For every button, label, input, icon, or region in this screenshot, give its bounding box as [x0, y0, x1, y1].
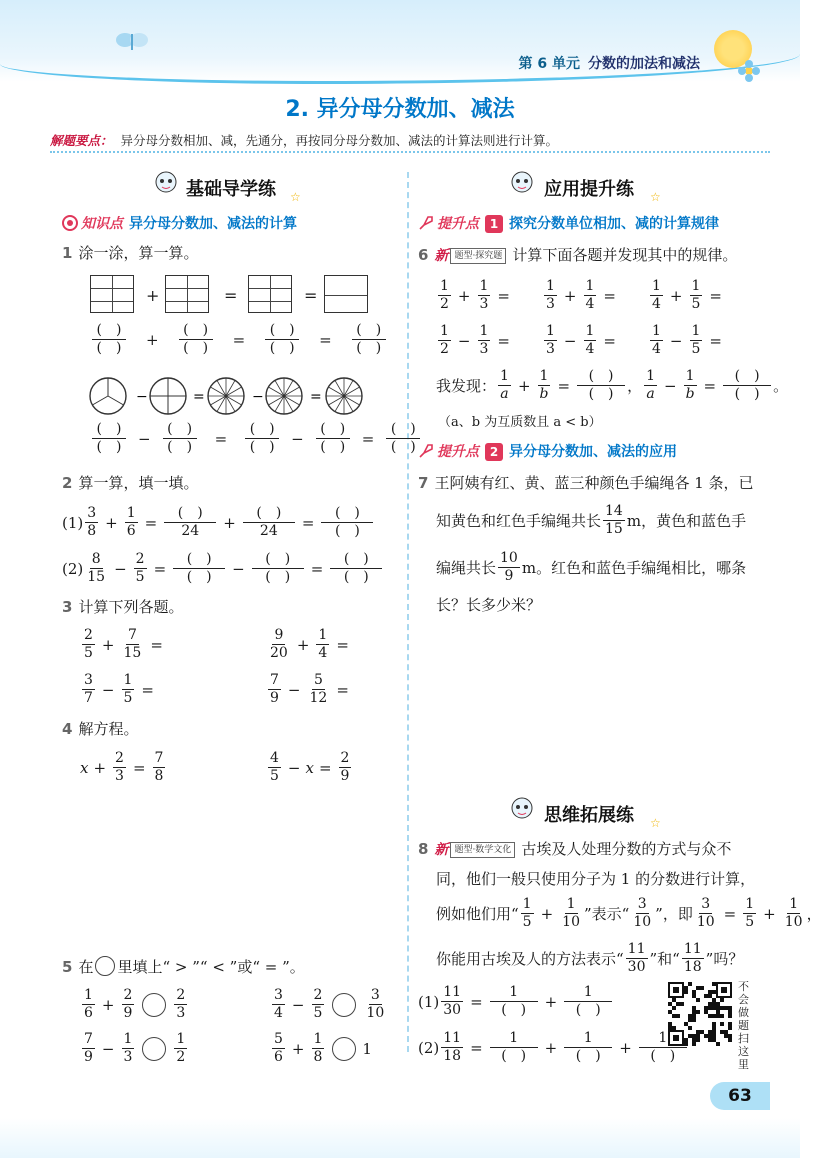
key-points-text: 异分母分数相加、减，先通分，再按同分母分数加、减法的计算法则进行计算。	[120, 133, 559, 148]
improvement-point-1	[418, 213, 719, 233]
q6-item[interactable]: $\frac{1}{3}$ + $\frac{1}{4}$ =	[546, 278, 616, 312]
blank-fraction[interactable]: $\frac{( )}{( )}$	[179, 322, 213, 357]
new-badge: 新	[434, 842, 449, 858]
compare-circle[interactable]	[332, 1037, 356, 1061]
svg-text:−: −	[136, 389, 148, 405]
question-number: 3	[62, 598, 73, 616]
star-icon: ☆	[650, 816, 661, 830]
grid-box-b[interactable]	[165, 275, 209, 313]
question-7: 7 王阿姨有红、黄、蓝三种颜色手编绳各 1 条，已	[418, 474, 754, 492]
grid-box-d[interactable]	[324, 275, 368, 313]
mascot-icon	[508, 796, 536, 826]
blank-fraction[interactable]: $\frac{( )}{( )}$	[173, 551, 225, 586]
rocket-icon	[418, 443, 434, 459]
improvement-number: 2	[485, 443, 503, 461]
circle-twelfths-b[interactable]	[266, 378, 302, 414]
knowledge-point-tag: 知识点	[81, 216, 123, 232]
improvement-tag: 提升点	[437, 216, 479, 232]
blank-fraction[interactable]: $\frac{( )}{( )}$	[330, 551, 382, 586]
q1-fraction-row-1: $\frac{( )}{( )}$ + $\frac{( )}{( )}$ = $\frac{( )}{( )}$ = $\frac{( )}{( )}$	[90, 322, 388, 357]
q8-line-3: 例如他们用“ $\frac{1}{5}$ + $\frac{1}{10}$ ”表示“ $\frac{3}{10}$ ”，即 $\frac{3}{10}$ = $\frac{1}{5}$ + $\frac{1}{10}$ ，	[436, 896, 822, 930]
question-text: 涂一涂，算一算。	[78, 244, 199, 262]
blank-fraction[interactable]: $\frac{( )}{( )}$	[321, 505, 373, 540]
question-number: 4	[62, 720, 73, 738]
improvement-point-2	[418, 441, 677, 461]
circle-twelfths-c[interactable]	[326, 378, 362, 414]
flower-icon	[738, 60, 760, 82]
column-divider	[407, 172, 409, 1052]
star-icon: ☆	[290, 190, 301, 204]
question-number: 7	[418, 474, 429, 492]
q6-item[interactable]: $\frac{1}{2}$ − $\frac{1}{3}$ =	[440, 323, 510, 357]
page-title: 2. 异分母分数加、减法	[285, 97, 515, 122]
question-text: 计算下面各题并发现其中的规律。	[512, 246, 738, 264]
blank-fraction[interactable]: $\frac{( )}{24}$	[164, 505, 216, 540]
blank-fraction[interactable]: $\frac{( )}{( )}$	[577, 368, 625, 403]
blank-fraction[interactable]: $\frac{1}{( )}$	[490, 1030, 538, 1065]
key-points	[50, 131, 770, 153]
section-title-applied: 应用提升练	[544, 179, 634, 200]
blank-fraction[interactable]: $\frac{( )}{( )}$	[245, 421, 279, 456]
compare-item: $\frac{5}{6}$ + $\frac{1}{8}$ 1	[274, 1031, 372, 1065]
blank-fraction[interactable]: $\frac{( )}{( )}$	[386, 421, 420, 456]
q7-line-3: 编绳共长 $\frac{10}{9}$ m。红色和蓝色手编绳相比，哪条	[436, 550, 747, 584]
question-1	[62, 242, 198, 264]
question-2	[62, 472, 198, 494]
q6-discovery: 我发现： $\frac{1}{a}$ + $\frac{1}{b}$ = $\frac{( )}{( )}$ ， $\frac{1}{a}$ − $\frac{1}{b}$ = $\frac{( )}{( )}$ 。	[436, 368, 789, 402]
question-type-badge: 题型·数学文化	[450, 842, 515, 858]
q3-item[interactable]: $\frac{7}{9}$ − $\frac{5}{12}$ =	[270, 672, 349, 706]
question-4	[62, 718, 138, 740]
compare-circle-example	[95, 956, 115, 976]
question-type-badge: 题型·探究题	[450, 248, 506, 264]
q3-item[interactable]: $\frac{9}{20}$ + $\frac{1}{4}$ =	[270, 627, 349, 661]
equation-2[interactable]: $\frac{4}{5}$ − x = $\frac{2}{9}$	[270, 750, 350, 784]
question-text: 计算下列各题。	[78, 598, 184, 616]
blank-fraction[interactable]: $\frac{1}{( )}$	[564, 984, 612, 1019]
question-text: 算一算，填一填。	[78, 474, 199, 492]
q7-line-4: 长？长多少米？	[436, 596, 542, 614]
blank-fraction[interactable]: $\frac{( )}{( )}$	[92, 421, 126, 456]
compare-item: $\frac{3}{4}$ − $\frac{2}{5}$ $\frac{3}{10}$	[274, 987, 385, 1021]
q8-line-2: 同，他们一般只使用分子为 1 的分数进行计算，	[436, 870, 756, 888]
mascot-icon	[152, 170, 180, 200]
question-8: 8 新 题型·数学文化 古埃及人处理分数的方式与众不	[418, 838, 731, 861]
blank-fraction[interactable]: $\frac{( )}{( )}$	[352, 322, 386, 357]
q7-line-2: 知黄色和红色手编绳共长 $\frac{14}{15}$ m，黄色和蓝色手	[436, 503, 747, 537]
qr-code-icon[interactable]	[668, 982, 732, 1046]
rocket-icon	[418, 215, 434, 231]
q3-item[interactable]: $\frac{2}{5}$ + $\frac{7}{15}$ =	[84, 627, 163, 661]
q6-item[interactable]: $\frac{1}{4}$ − $\frac{1}{5}$ =	[652, 323, 722, 357]
q8-answer-2: (2) $\frac{11}{18}$ = $\frac{1}{( )}$ + $\frac{1}{( )}$ + $\frac{1}{( )}$	[418, 1030, 689, 1065]
compare-item: $\frac{7}{9}$ − $\frac{1}{3}$ $\frac{1}{2}$	[84, 1031, 186, 1065]
unit-number: 第 6 单元	[518, 56, 580, 72]
blank-fraction[interactable]: $\frac{1}{( )}$	[564, 1030, 612, 1065]
q3-item[interactable]: $\frac{3}{7}$ − $\frac{1}{5}$ =	[84, 672, 154, 706]
svg-text:=: =	[193, 389, 205, 405]
section-title-extension: 思维拓展练	[544, 805, 634, 826]
blank-fraction[interactable]: $\frac{1}{( )}$	[639, 1030, 687, 1065]
butterfly-icon	[115, 30, 149, 54]
star-icon: ☆	[650, 190, 661, 204]
blank-fraction[interactable]: $\frac{( )}{( )}$	[265, 322, 299, 357]
q2-row-2: (2) $\frac{8}{15}$ − $\frac{2}{5}$ = $\frac{( )}{( )}$ − $\frac{( )}{( )}$ = $\frac{( )}{( )}$	[62, 551, 384, 586]
question-number: 8	[418, 840, 429, 858]
blank-fraction[interactable]: $\frac{( )}{( )}$	[316, 421, 350, 456]
equals-sign: =	[224, 286, 238, 305]
question-number: 5	[62, 958, 73, 976]
improvement-text: 探究分数单位相加、减的计算规律	[509, 216, 719, 232]
q1-circle-row	[88, 374, 388, 418]
compare-item: $\frac{1}{6}$ + $\frac{2}{9}$ $\frac{2}{3}$	[84, 987, 186, 1021]
question-number: 2	[62, 474, 73, 492]
q6-item[interactable]: $\frac{1}{3}$ − $\frac{1}{4}$ =	[546, 323, 616, 357]
compare-circle[interactable]	[142, 1037, 166, 1061]
grid-box-a[interactable]	[90, 275, 134, 313]
circle-quarters[interactable]	[150, 378, 186, 414]
q6-note: （a、b 为互质数且 a < b）	[438, 415, 602, 430]
blank-fraction[interactable]: $\frac{1}{( )}$	[490, 984, 538, 1019]
circle-thirds[interactable]	[90, 378, 126, 414]
target-icon	[62, 215, 78, 231]
knowledge-point-text: 异分母分数加、减法的计算	[129, 216, 297, 232]
improvement-number: 1	[485, 215, 503, 233]
qr-hint: 不会做题扫这里	[738, 980, 749, 1071]
compare-circle[interactable]	[332, 993, 356, 1017]
svg-text:−: −	[252, 389, 264, 405]
knowledge-point-line	[62, 213, 297, 233]
question-number: 6	[418, 246, 429, 264]
q6-item[interactable]: $\frac{1}{2}$ + $\frac{1}{3}$ =	[440, 278, 510, 312]
q8-answer-1: (1) $\frac{11}{30}$ = $\frac{1}{( )}$ + $\frac{1}{( )}$	[418, 984, 614, 1019]
footer-band	[0, 1118, 800, 1158]
question-5: 5 在 里填上“ > ”“ < ”或“ = ”。	[62, 958, 305, 976]
question-3	[62, 596, 183, 618]
question-text: 解方程。	[78, 720, 139, 738]
q8-line-4: 你能用古埃及人的方法表示“ $\frac{11}{30}$ ”和“ $\frac{11}{18}$ ”吗？	[436, 941, 744, 975]
circle-twelfths-a[interactable]	[208, 378, 244, 414]
section-title-basic: 基础导学练	[186, 179, 276, 200]
svg-text:=: =	[310, 389, 322, 405]
q1-fraction-row-2: $\frac{( )}{( )}$ − $\frac{( )}{( )}$ = $\frac{( )}{( )}$ − $\frac{( )}{( )}$ = $\frac{( )}{( )}$	[90, 421, 422, 456]
key-points-label: 解题要点：	[50, 133, 113, 148]
improvement-text: 异分母分数加、减法的应用	[509, 444, 677, 460]
blank-fraction[interactable]: $\frac{( )}{( )}$	[163, 421, 197, 456]
new-badge: 新	[434, 248, 449, 264]
improvement-tag: 提升点	[437, 444, 479, 460]
unit-title: 分数的加法和减法	[588, 56, 700, 72]
q2-row-1: (1) $\frac{3}{8}$ + $\frac{1}{6}$ = $\frac{( )}{24}$ + $\frac{( )}{24}$ = $\frac{( )}{( )}$	[62, 505, 375, 540]
compare-circle[interactable]	[142, 993, 166, 1017]
blank-fraction[interactable]: $\frac{( )}{( )}$	[252, 551, 304, 586]
plus-sign: +	[146, 286, 160, 305]
equation-1[interactable]: x + $\frac{2}{3}$ = $\frac{7}{8}$	[80, 750, 164, 784]
question-6	[418, 244, 737, 267]
question-number: 1	[62, 244, 73, 262]
equals-sign: =	[304, 286, 318, 305]
blank-fraction[interactable]: $\frac{( )}{( )}$	[723, 368, 771, 403]
grid-box-c[interactable]	[248, 275, 292, 313]
blank-fraction[interactable]: $\frac{( )}{24}$	[243, 505, 295, 540]
unit-label	[519, 53, 701, 73]
blank-fraction[interactable]: $\frac{( )}{( )}$	[92, 322, 126, 357]
page-number: 63	[710, 1082, 770, 1110]
mascot-icon	[508, 170, 536, 200]
q6-item[interactable]: $\frac{1}{4}$ + $\frac{1}{5}$ =	[652, 278, 722, 312]
